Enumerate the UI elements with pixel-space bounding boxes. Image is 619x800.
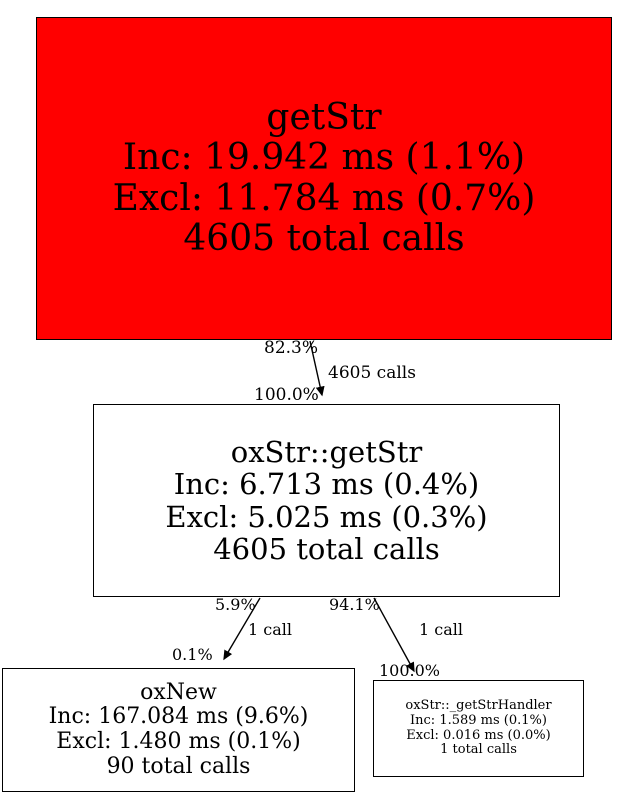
graph-node-oxnew[interactable] (2, 668, 355, 792)
edge-target-pct-oxstrgetstr-handler: 100.0% (379, 661, 441, 680)
node-calls: 4605 total calls (183, 217, 465, 259)
graph-node-oxstr-getstr[interactable] (93, 404, 560, 597)
node-exclusive: Excl: 0.016 ms (0.0%) (406, 727, 551, 743)
node-title: oxStr::_getStrHandler (405, 698, 552, 714)
node-exclusive: Excl: 11.784 ms (0.7%) (112, 177, 536, 219)
node-calls: 1 total calls (440, 742, 517, 758)
node-inclusive: Inc: 1.589 ms (0.1%) (410, 712, 547, 728)
node-title: oxNew (140, 679, 217, 705)
graph-node-oxstr-getstrhandler[interactable] (373, 680, 584, 777)
edge-calls-oxstrgetstr-oxnew: 1 call (248, 620, 292, 639)
edge-source-pct-oxstrgetstr-handler: 94.1% (329, 595, 380, 614)
node-inclusive: Inc: 6.713 ms (0.4%) (173, 467, 480, 502)
node-title: getStr (266, 96, 382, 138)
node-exclusive: Excl: 1.480 ms (0.1%) (56, 729, 301, 754)
edge-calls-getstr-oxstrgetstr: 4605 calls (328, 363, 416, 383)
edge-source-pct-getstr-oxstrgetstr: 82.3% (264, 338, 319, 358)
node-inclusive: Inc: 19.942 ms (1.1%) (122, 137, 526, 179)
edge-calls-oxstrgetstr-handler: 1 call (419, 620, 463, 639)
node-inclusive: Inc: 167.084 ms (9.6%) (48, 704, 309, 730)
node-title: oxStr::getStr (230, 434, 423, 469)
node-exclusive: Excl: 5.025 ms (0.3%) (165, 499, 488, 534)
edge-source-pct-oxstrgetstr-oxnew: 5.9% (215, 595, 256, 614)
edge-target-pct-getstr-oxstrgetstr: 100.0% (254, 385, 319, 405)
graph-node-getstr[interactable] (36, 17, 612, 340)
node-calls: 90 total calls (106, 753, 251, 779)
node-calls: 4605 total calls (213, 531, 440, 566)
edge-target-pct-oxstrgetstr-oxnew: 0.1% (172, 645, 213, 664)
